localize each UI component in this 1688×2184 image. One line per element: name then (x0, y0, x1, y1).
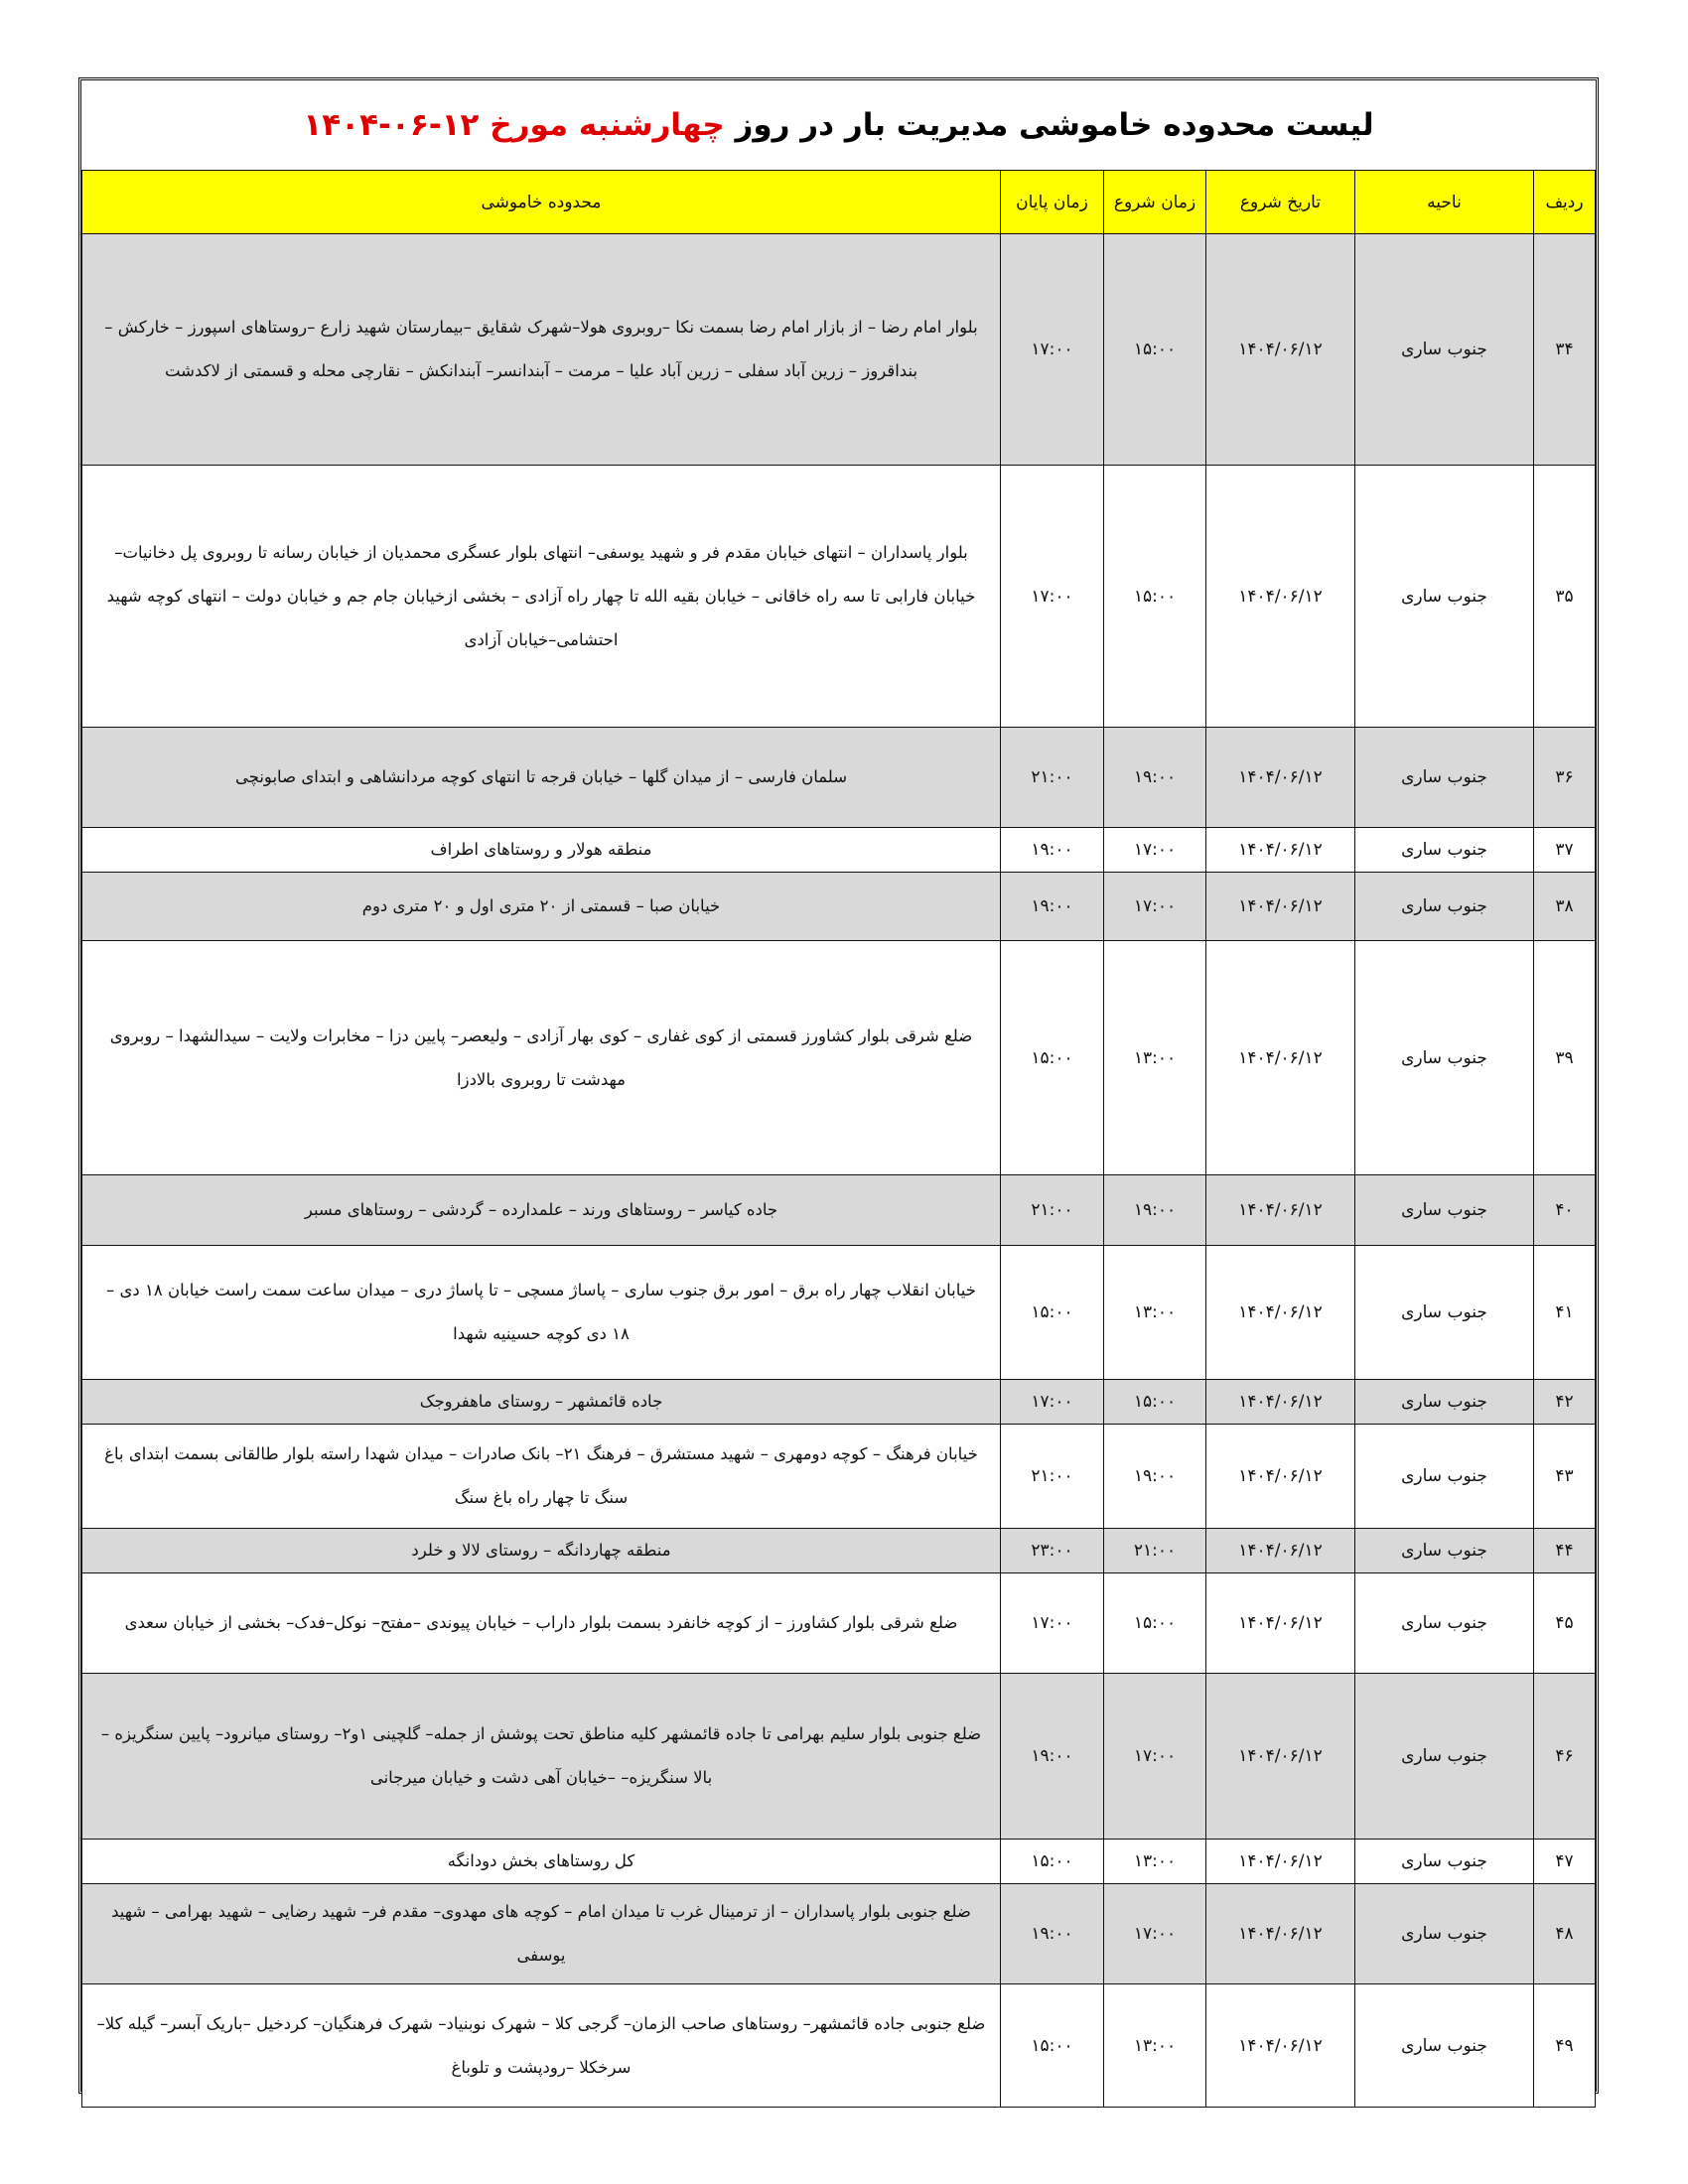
cell-region: جنوب ساری (1355, 1573, 1534, 1674)
cell-start-date: ۱۴۰۴/۰۶/۱۲ (1206, 873, 1355, 941)
page-title (303, 107, 1373, 143)
cell-start-date: ۱۴۰۴/۰۶/۱۲ (1206, 1380, 1355, 1425)
cell-row-number: ۴۵ (1534, 1573, 1596, 1674)
cell-row-number: ۴۹ (1534, 1984, 1596, 2108)
cell-start-time: ۱۵:۰۰ (1104, 1573, 1206, 1674)
cell-start-time: ۱۳:۰۰ (1104, 1984, 1206, 2108)
table-row (82, 1246, 1596, 1380)
cell-end-time: ۱۹:۰۰ (1001, 873, 1104, 941)
cell-start-time: ۱۳:۰۰ (1104, 1840, 1206, 1884)
cell-start-date: ۱۴۰۴/۰۶/۱۲ (1206, 1573, 1355, 1674)
header-region: ناحیه (1355, 171, 1534, 234)
cell-row-number: ۳۴ (1534, 234, 1596, 466)
table-row (82, 234, 1596, 466)
cell-start-date: ۱۴۰۴/۰۶/۱۲ (1206, 1884, 1355, 1984)
cell-row-number: ۴۸ (1534, 1884, 1596, 1984)
cell-start-time: ۱۹:۰۰ (1104, 728, 1206, 828)
cell-start-time: ۱۹:۰۰ (1104, 1175, 1206, 1246)
title-prefix: لیست محدوده خاموشی مدیریت بار در روز (724, 107, 1374, 143)
cell-area: جاده قائمشهر – روستای ماهفروجک (82, 1380, 1001, 1425)
cell-area: ضلع جنوبی بلوار پاسداران – از ترمینال غرب تا میدان امام – کوچه های مهدوی– مقدم فر– شهید رضایی – شهید بهرامی – شهید یوسفی (82, 1884, 1001, 1984)
cell-area: منطقه چهاردانگه – روستای لالا و خلرد (82, 1529, 1001, 1573)
cell-start-time: ۱۳:۰۰ (1104, 1246, 1206, 1380)
table-row (82, 1984, 1596, 2108)
cell-end-time: ۱۷:۰۰ (1001, 1573, 1104, 1674)
cell-region: جنوب ساری (1355, 828, 1534, 873)
cell-row-number: ۳۵ (1534, 466, 1596, 728)
cell-start-time: ۲۱:۰۰ (1104, 1529, 1206, 1573)
cell-region: جنوب ساری (1355, 1674, 1534, 1840)
cell-region: جنوب ساری (1355, 941, 1534, 1175)
cell-end-time: ۲۱:۰۰ (1001, 1425, 1104, 1529)
cell-end-time: ۱۷:۰۰ (1001, 234, 1104, 466)
table-row (82, 1884, 1596, 1984)
cell-row-number: ۳۷ (1534, 828, 1596, 873)
cell-start-time: ۱۳:۰۰ (1104, 941, 1206, 1175)
table-row (82, 941, 1596, 1175)
cell-area: خیابان صبا – قسمتی از ۲۰ متری اول و ۲۰ متری دوم (82, 873, 1001, 941)
table-header-row (82, 171, 1596, 234)
cell-end-time: ۱۵:۰۰ (1001, 941, 1104, 1175)
table-row (82, 466, 1596, 728)
cell-region: جنوب ساری (1355, 728, 1534, 828)
blackout-table (81, 170, 1596, 2108)
cell-area: خیابان انقلاب چهار راه برق – امور برق جنوب ساری – پاساژ مسچی – تا پاساژ دری – میدان ساعت سمت راست خیابان ۱۸ دی – ۱۸ دی کوچه حسینیه شهدا (82, 1246, 1001, 1380)
cell-row-number: ۴۲ (1534, 1380, 1596, 1425)
cell-region: جنوب ساری (1355, 234, 1534, 466)
table-row (82, 1573, 1596, 1674)
cell-row-number: ۴۶ (1534, 1674, 1596, 1840)
cell-area: ضلع شرقی بلوار کشاورز قسمتی از کوی غفاری – کوی بهار آزادی – ولیعصر– پایین دزا – مخابرات ولایت – سیدالشهدا – روبروی مهدشت تا روبروی بالادزا (82, 941, 1001, 1175)
cell-start-date: ۱۴۰۴/۰۶/۱۲ (1206, 1175, 1355, 1246)
cell-region: جنوب ساری (1355, 1529, 1534, 1573)
cell-area: جاده کیاسر – روستاهای ورند – علمدارده – گردشی – روستاهای مسبر (82, 1175, 1001, 1246)
cell-start-date: ۱۴۰۴/۰۶/۱۲ (1206, 1674, 1355, 1840)
table-row (82, 1425, 1596, 1529)
cell-end-time: ۲۱:۰۰ (1001, 728, 1104, 828)
cell-start-time: ۱۵:۰۰ (1104, 234, 1206, 466)
cell-start-time: ۱۷:۰۰ (1104, 1674, 1206, 1840)
table-row (82, 1175, 1596, 1246)
cell-region: جنوب ساری (1355, 1246, 1534, 1380)
title-bar (81, 80, 1596, 172)
table-row (82, 828, 1596, 873)
cell-end-time: ۱۷:۰۰ (1001, 466, 1104, 728)
cell-end-time: ۱۵:۰۰ (1001, 1246, 1104, 1380)
cell-start-time: ۱۷:۰۰ (1104, 873, 1206, 941)
cell-start-date: ۱۴۰۴/۰۶/۱۲ (1206, 1425, 1355, 1529)
cell-start-date: ۱۴۰۴/۰۶/۱۲ (1206, 234, 1355, 466)
cell-area: ضلع شرقی بلوار کشاورز – از کوچه خانفرد بسمت بلوار داراب – خیابان پیوندی –مفتح– نوکل–فدک– بخشی از خیابان سعدی (82, 1573, 1001, 1674)
cell-start-date: ۱۴۰۴/۰۶/۱۲ (1206, 466, 1355, 728)
cell-end-time: ۱۹:۰۰ (1001, 828, 1104, 873)
cell-area: خیابان فرهنگ – کوچه دومهری – شهید مستشرق – فرهنگ ۲۱– بانک صادرات – میدان شهدا راسته بلوار طالقانی بسمت ابتدای باغ سنگ تا چهار راه باغ سنگ (82, 1425, 1001, 1529)
cell-area: منطقه هولار و روستاهای اطراف (82, 828, 1001, 873)
cell-start-date: ۱۴۰۴/۰۶/۱۲ (1206, 1529, 1355, 1573)
header-area: محدوده خاموشی (82, 171, 1001, 234)
cell-region: جنوب ساری (1355, 1840, 1534, 1884)
table-body (82, 234, 1596, 2108)
cell-row-number: ۴۳ (1534, 1425, 1596, 1529)
title-date-highlight: چهارشنبه مورخ ۱۲-۰۶-۱۴۰۴ (303, 107, 725, 143)
cell-region: جنوب ساری (1355, 1425, 1534, 1529)
cell-start-date: ۱۴۰۴/۰۶/۱۲ (1206, 1246, 1355, 1380)
table-row (82, 873, 1596, 941)
cell-end-time: ۱۵:۰۰ (1001, 1984, 1104, 2108)
header-start-date: تاریخ شروع (1206, 171, 1355, 234)
cell-start-time: ۱۷:۰۰ (1104, 1884, 1206, 1984)
cell-area: سلمان فارسی – از میدان گلها – خیابان قرجه تا انتهای کوچه مردانشاهی و ابتدای صابونچی (82, 728, 1001, 828)
cell-area: ضلع جنوبی جاده قائمشهر– روستاهای صاحب الزمان– گرجی کلا – شهرک نوبنیاد– شهرک فرهنگیان– کردخیل –باریک آبسر– گیله کلا– سرخکلا –رودپشت و تلوباغ (82, 1984, 1001, 2108)
cell-end-time: ۲۳:۰۰ (1001, 1529, 1104, 1573)
header-end-time: زمان پایان (1001, 171, 1104, 234)
cell-region: جنوب ساری (1355, 1884, 1534, 1984)
table-row (82, 1674, 1596, 1840)
cell-end-time: ۱۷:۰۰ (1001, 1380, 1104, 1425)
cell-region: جنوب ساری (1355, 873, 1534, 941)
table-row (82, 1529, 1596, 1573)
cell-area: بلوار پاسداران – انتهای خیابان مقدم فر و شهید یوسفی– انتهای بلوار عسگری محمدیان از خیابان رسانه تا روبروی پل دخانیات– خیابان فارابی تا سه راه خاقانی – خیابان بقیه الله تا چهار راه آزادی – بخشی ازخیابان جام جم و خیابان دولت – انتهای کوچه شهید احتشامی–خیابان آزادی (82, 466, 1001, 728)
cell-start-time: ۱۹:۰۰ (1104, 1425, 1206, 1529)
header-row-number: ردیف (1534, 171, 1596, 234)
cell-area: ضلع جنوبی بلوار سلیم بهرامی تا جاده قائمشهر کلیه مناطق تحت پوشش از جمله– گلچینی ۱و۲– روستای میانرود– پایین سنگریزه – بالا سنگریزه– –خیابان آهی دشت و خیابان میرجانی (82, 1674, 1001, 1840)
cell-row-number: ۴۷ (1534, 1840, 1596, 1884)
cell-row-number: ۴۴ (1534, 1529, 1596, 1573)
cell-start-date: ۱۴۰۴/۰۶/۱۲ (1206, 828, 1355, 873)
cell-start-time: ۱۵:۰۰ (1104, 1380, 1206, 1425)
table-row (82, 728, 1596, 828)
cell-area: بلوار امام رضا – از بازار امام رضا بسمت نکا –روبروی هولا–شهرک شقایق –بیمارستان شهید زارع –روستاهای اسپورز – خارکش – بنداقروز – زرین آباد سفلی – زرین آباد علیا – مرمت – آبندانسر– آبندانکش – نقارچی محله و قسمتی از لاکدشت (82, 234, 1001, 466)
cell-row-number: ۳۶ (1534, 728, 1596, 828)
cell-end-time: ۱۵:۰۰ (1001, 1840, 1104, 1884)
cell-region: جنوب ساری (1355, 1175, 1534, 1246)
table-row (82, 1380, 1596, 1425)
cell-row-number: ۴۱ (1534, 1246, 1596, 1380)
table-row (82, 1840, 1596, 1884)
cell-row-number: ۴۰ (1534, 1175, 1596, 1246)
cell-end-time: ۱۹:۰۰ (1001, 1674, 1104, 1840)
cell-end-time: ۱۹:۰۰ (1001, 1884, 1104, 1984)
cell-start-date: ۱۴۰۴/۰۶/۱۲ (1206, 1984, 1355, 2108)
cell-end-time: ۲۱:۰۰ (1001, 1175, 1104, 1246)
cell-region: جنوب ساری (1355, 1380, 1534, 1425)
cell-row-number: ۳۸ (1534, 873, 1596, 941)
cell-region: جنوب ساری (1355, 466, 1534, 728)
cell-start-time: ۱۵:۰۰ (1104, 466, 1206, 728)
cell-start-time: ۱۷:۰۰ (1104, 828, 1206, 873)
cell-start-date: ۱۴۰۴/۰۶/۱۲ (1206, 941, 1355, 1175)
cell-start-date: ۱۴۰۴/۰۶/۱۲ (1206, 1840, 1355, 1884)
cell-start-date: ۱۴۰۴/۰۶/۱۲ (1206, 728, 1355, 828)
cell-area: کل روستاهای بخش دودانگه (82, 1840, 1001, 1884)
cell-region: جنوب ساری (1355, 1984, 1534, 2108)
schedule-sheet (78, 77, 1599, 2094)
header-start-time: زمان شروع (1104, 171, 1206, 234)
cell-row-number: ۳۹ (1534, 941, 1596, 1175)
